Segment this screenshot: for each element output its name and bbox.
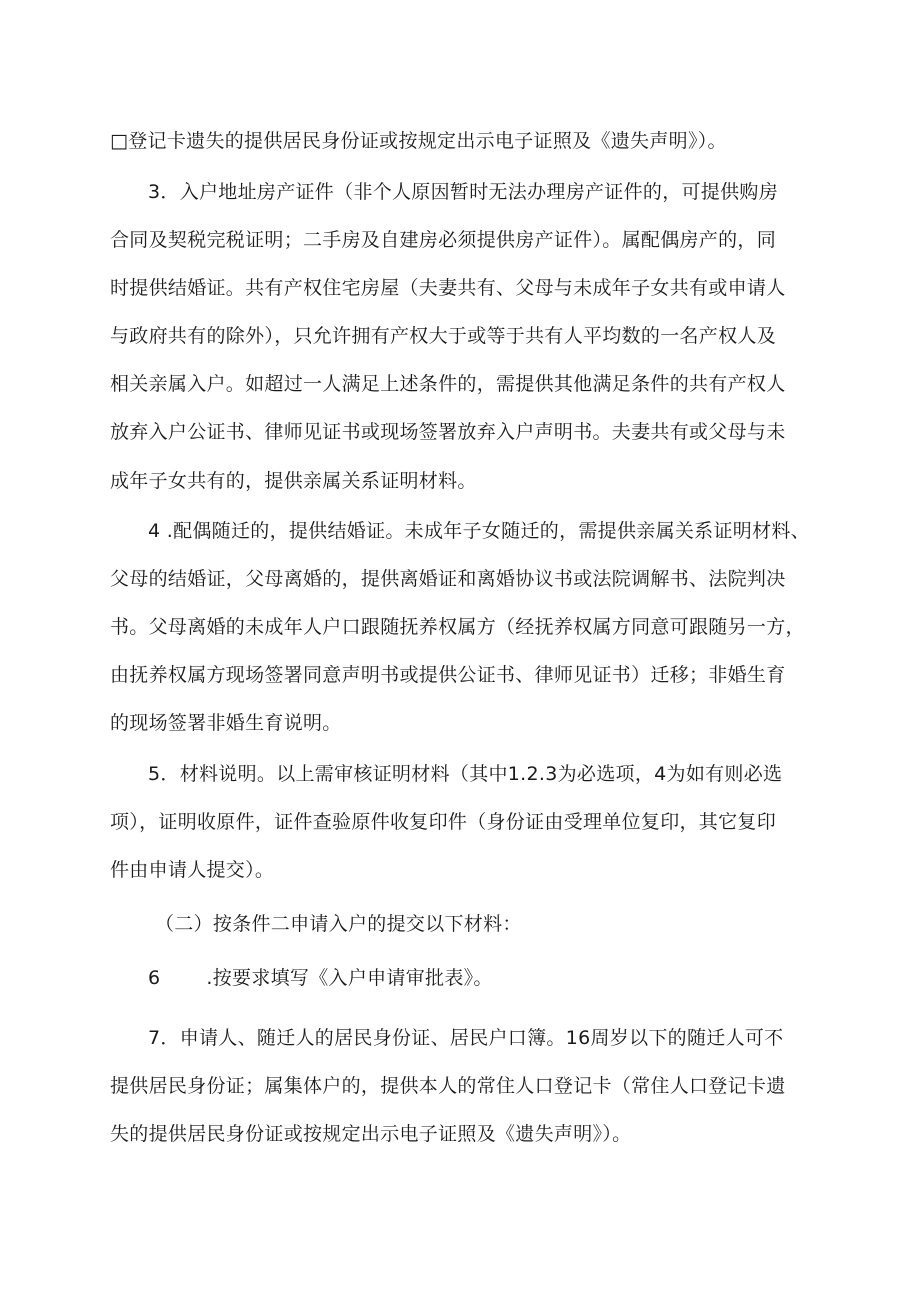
item-5-line: 5．材料说明。以上需审核证明材料（其中1.2.3为必选项，4为如有则必选 — [148, 763, 783, 785]
paragraph-line: 由抚养权属方现场签署同意声明书或提供公证书、律师见证书）迁移；非婚生育 — [110, 664, 786, 686]
paragraph-line: 的现场签署非婚生育说明。 — [110, 712, 342, 734]
item-6-number: 6 — [148, 967, 161, 989]
paragraph-line: 书。父母离婚的未成年人户口跟随抚养权属方（经抚养权属方同意可跟随另一方， — [110, 616, 805, 638]
paragraph-line: □登记卡遗失的提供居民身份证或按规定出示电子证照及《遗失声明》）。 — [110, 130, 727, 152]
paragraph-line: 时提供结婚证。共有产权住宅房屋（夫妻共有、父母与未成年子女共有或申请人 — [110, 277, 786, 299]
paragraph-line: 项），证明收原件，证件查验原件收复印件（身份证由受理单位复印，其它复印 — [110, 811, 777, 833]
paragraph-line: 失的提供居民身份证或按规定出示电子证照及《遗失声明》）。 — [110, 1123, 632, 1145]
item-6-text: .按要求填写《入户申请审批表》。 — [206, 967, 493, 989]
item-6-line — [148, 966, 493, 990]
item-3-line: 3．入户地址房产证件（非个人原因暂时无法办理房产证件的，可提供购房 — [148, 181, 778, 203]
paragraph-line: 提供居民身份证；属集体户的，提供本人的常住人口登记卡（常住人口登记卡遗 — [110, 1075, 786, 1097]
paragraph-line: 件由申请人提交）。 — [110, 859, 275, 881]
paragraph-line: 父母的结婚证，父母离婚的，提供离婚证和离婚协议书或法院调解书、法院判决 — [110, 568, 786, 590]
paragraph-line: 放弃入户公证书、律师见证书或现场签署放弃入户声明书。夫妻共有或父母与未 — [110, 421, 786, 443]
item-7-line: 7．申请人、随迁人的居民身份证、居民户口簿。16周岁以下的随迁人可不 — [148, 1027, 784, 1049]
paragraph-line: 合同及契税完税证明；二手房及自建房必须提供房产证件）。属配偶房产的，同 — [110, 229, 777, 251]
paragraph-line: 与政府共有的除外），只允许拥有产权大于或等于共有人平均数的一名产权人及 — [110, 325, 777, 347]
item-4-line: 4 .配偶随迁的，提供结婚证。未成年子女随迁的，需提供亲属关系证明材料、 — [148, 520, 810, 542]
paragraph-line: 相关亲属入户。如超过一人满足上述条件的，需提供其他满足条件的共有产权人 — [110, 373, 786, 395]
section-heading: （二）按条件二申请入户的提交以下材料： — [155, 913, 522, 935]
paragraph-line: 成年子女共有的，提供亲属关系证明材料。 — [110, 470, 477, 492]
